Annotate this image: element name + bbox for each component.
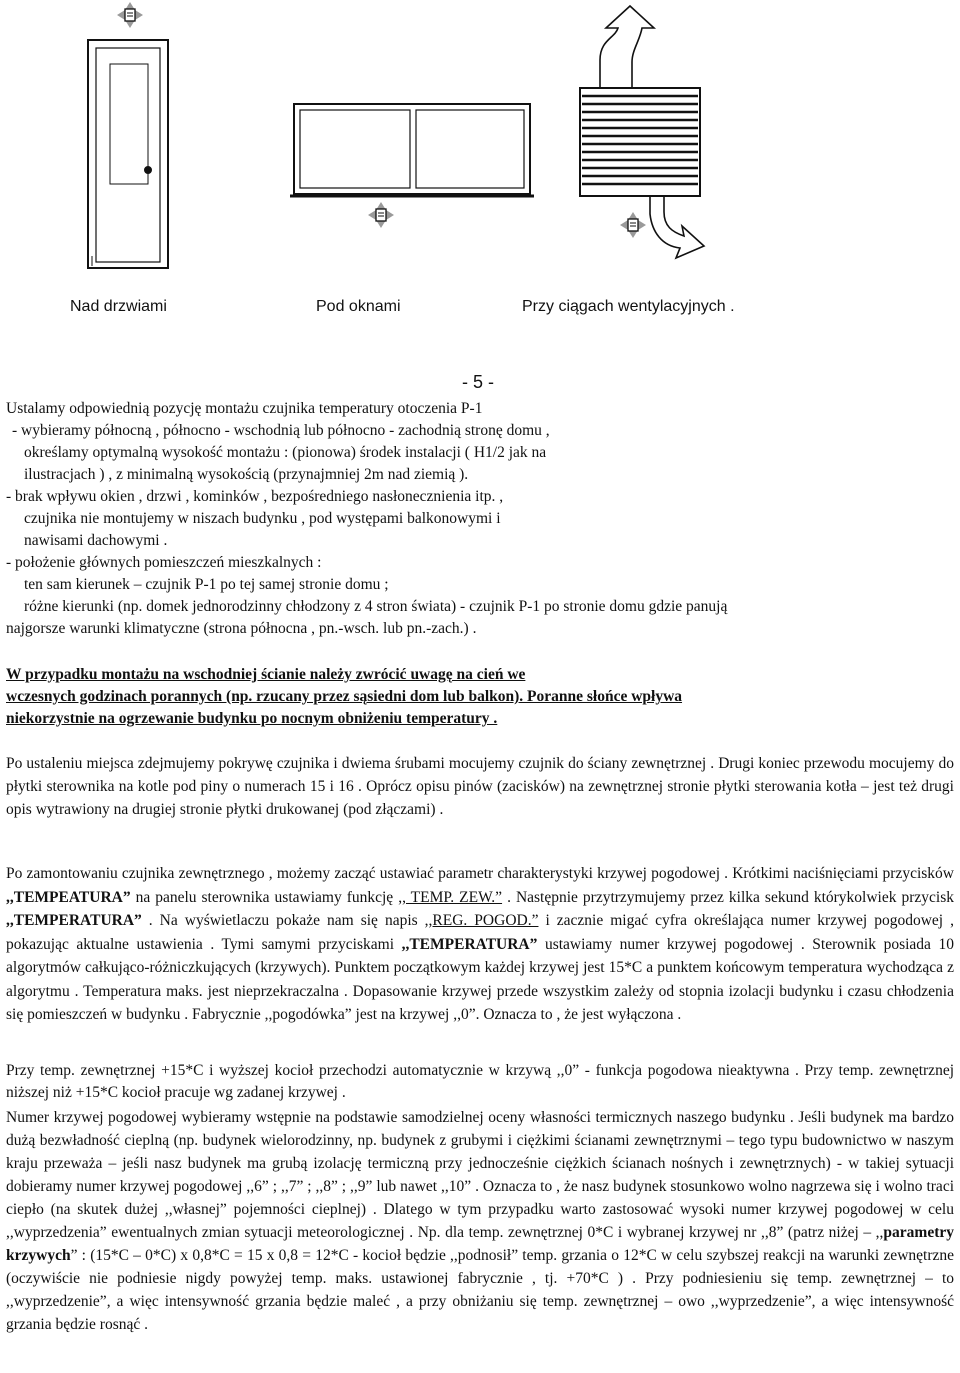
- text-run: Po zamontowaniu czujnika zewnętrznego , możemy zacząć ustawiać parametr charakterystyki krzywej pogodowej . Krótkimi naciśnięciami przycisków: [6, 865, 954, 882]
- text-run: ustawiamy numer krzywej pogodowej . Sterownik posiada 10 algorytmów całkująco-różniczkujących (krzywych). Punktem początkowym każdej krzywej jest 15*C a punktem końcowym temperatura wychodząca z algorytmu . Temperatura maks. jest nieprzekraczalna . Dopasowanie krzywej przede wszystkim zależy od stopnia izolacji budynku i czasu chłodzenia się pomieszczeń w budynku . Fabrycznie ,,pogodówka” jest na krzywej ,,0”. Oznacza to , że jest wyłączona .: [6, 935, 954, 1023]
- text-run: . Następnie przytrzymujemy przez kilka sekund którykolwiek przycisk: [502, 888, 954, 906]
- curve-paragraph: [6, 862, 954, 1027]
- vent-figure: [580, 88, 700, 196]
- function-name: ,, TEMP. ZEW.”: [398, 888, 503, 906]
- warning-line: W przypadku montażu na wschodniej ścianie należy zwrócić uwagę na cień we: [6, 666, 526, 683]
- reference-label: parametry krzywych: [6, 1224, 954, 1264]
- text-run: ” : (15*C – 0*C) x 0,8*C = 15 x 0,8 = 12*C - kocioł będzie ,,podnosił” temp. grzania o 12*C w celu szybszej reakcji na warunki zewnętrzne (oczywiście nie podniesie nigdy powyżej temp. maks. ustawionej fabrycznie , tj. +70*C ) . Przy podniesieniu się temp. zewnętrznej – to ,,wyprzedzenie”, a więc intensywność grzania będzie maleć , a przy obniżaniu się temp. zewnętrznej – owo ,,wyprzedzenie”, a więc intensywność grzania będzie rosnąć .: [6, 1247, 954, 1333]
- install-paragraph: Po ustaleniu miejsca zdejmujemy pokrywę czujnika i dwiema śrubami mocujemy czujnik do ściany zewnętrznej . Drugi koniec przewodu mocujemy do płytki sterownika na kotle pod piny o numerach 15 i 16 . Oprócz opisu pinów (zacisków) na zewnętrznej stronie płytki sterowania kotła – jest też drugi opis wytrawiony na drugiej stronie płytki drukowanej (pod złączami) .: [6, 755, 954, 818]
- page-number: - 5 -: [462, 372, 495, 392]
- warning-line: niekorzystnie na ogrzewanie budynku po nocnym obniżeniu temperatury .: [6, 710, 498, 727]
- bullet-line: nawisami dachowymi .: [24, 532, 168, 549]
- display-text: ,,REG. POGOD.”: [424, 912, 539, 929]
- arrow-icon: [600, 6, 654, 88]
- bullet-line: określamy optymalną wysokość montażu : (pionowa) środek instalacji ( H1/2 jak na: [24, 444, 547, 461]
- bullet-line: - wybieramy północną , północno - wschodnią lub północno - zachodnią stronę domu ,: [12, 422, 550, 439]
- button-name: ,,TEMPERATURA”: [401, 935, 538, 953]
- caption-near-vents: Przy ciągach wentylacyjnych .: [522, 298, 735, 315]
- bullet-line: najgorsze warunki klimatyczne (strona północna , pn.-wsch. lub pn.-zach.) .: [6, 620, 477, 637]
- sensor-icon: [117, 2, 143, 28]
- bullet-line: - położenie głównych pomieszczeń mieszkalnych :: [6, 554, 322, 571]
- bullet-line: ilustracjach ) , z minimalną wysokością (przynajmniej 2m nad ziemią ).: [24, 466, 469, 483]
- text-run: . Na wyświetlaczu pokaże nam się napis: [141, 912, 425, 929]
- mounting-instructions: [6, 398, 954, 640]
- bullet-line: czujnika nie montujemy w niszach budynku , pod występami balkonowymi i: [24, 510, 501, 527]
- text-run: na panelu sterownika ustawiamy funkcję: [130, 888, 399, 906]
- east-wall-warning: [6, 664, 954, 730]
- intro-line: Ustalamy odpowiednią pozycję montażu czujnika temperatury otoczenia P-1: [6, 400, 483, 417]
- bullet-line: ten sam kierunek – czujnik P-1 po tej samej stronie domu ;: [24, 576, 389, 593]
- sensor-icon: [368, 202, 394, 228]
- text-run: Numer krzywej pogodowej wybieramy wstępnie na podstawie samodzielnej oceny własności termicznych naszego budynku . Jeśli budynek ma bardzo dużą bezwładność cieplną (np. budynek wielorodzinny, np. budynek z grubymi i ciężkimi ścianami zewnętrznymi – tego typu budownictwo w naszym kraju przeważa – jeśli nasz budynek ma grubą izolację termiczną przy jednocześnie ciężkich ścianach nośnych i zewnętrznych) - w takiej sytuacji dobieramy numer krzywej pogodowej ,,6” ; ,,7” ; ,,8” ; ,,9” lub nawet ,,10” . Oznacza to , że nasz budynek stosunkowo wolno nagrzewa się i wolno traci ciepło (na skutek dużej ,,własnej” pojemności cieplnej) . Dlatego w tym przypadku warto zastosować wysoki numer krzywej pogodowej w celu ,,wyprzedzenia” ewentualnych zmian sytuacji meteorologicznej . Np. dla temp. zewnętrznej 0*C i wybranej krzywej nr ,,8” (patrz niżej – ,,: [6, 1109, 954, 1241]
- warning-line: wczesnych godzinach porannych (np. rzucany przez sąsiedni dom lub balkon). Poranne słońce wpływa: [6, 688, 683, 705]
- caption-over-door: Nad drzwiami: [70, 298, 167, 315]
- button-name: ,,TEMPEATURA”: [6, 888, 131, 906]
- arrow-icon: [650, 196, 704, 258]
- temperature-paragraph: Przy temp. zewnętrznej +15*C i wyższej kocioł przechodzi automatycznie w krzywą ,,0” - funkcja pogodowa nieaktywna . Przy temp. zewnętrznej niższej niż +15*C kocioł pracuje wg zadanej krzywej .: [6, 1062, 954, 1101]
- caption-under-window: Pod oknami: [316, 298, 401, 315]
- bullet-line: - brak wpływu okien , drzwi , kominków , bezpośredniego nasłonecznienia itp. ,: [6, 488, 504, 505]
- window-figure: [290, 104, 534, 196]
- button-name: ,,TEMPERATURA”: [6, 912, 142, 929]
- door-figure: [88, 40, 168, 268]
- illustrations: [0, 0, 960, 300]
- curve-selection-paragraph: [6, 1106, 954, 1336]
- bullet-line: różne kierunki (np. domek jednorodzinny chłodzony z 4 stron świata) - czujnik P-1 po stronie domu gdzie panują: [24, 598, 728, 615]
- sensor-icon: [620, 212, 646, 238]
- text-run: i zacznie migać cyfra określająca numer krzywej pogodowej , pokazując aktualne ustawienia . Tymi samymi przyciskami: [6, 912, 954, 953]
